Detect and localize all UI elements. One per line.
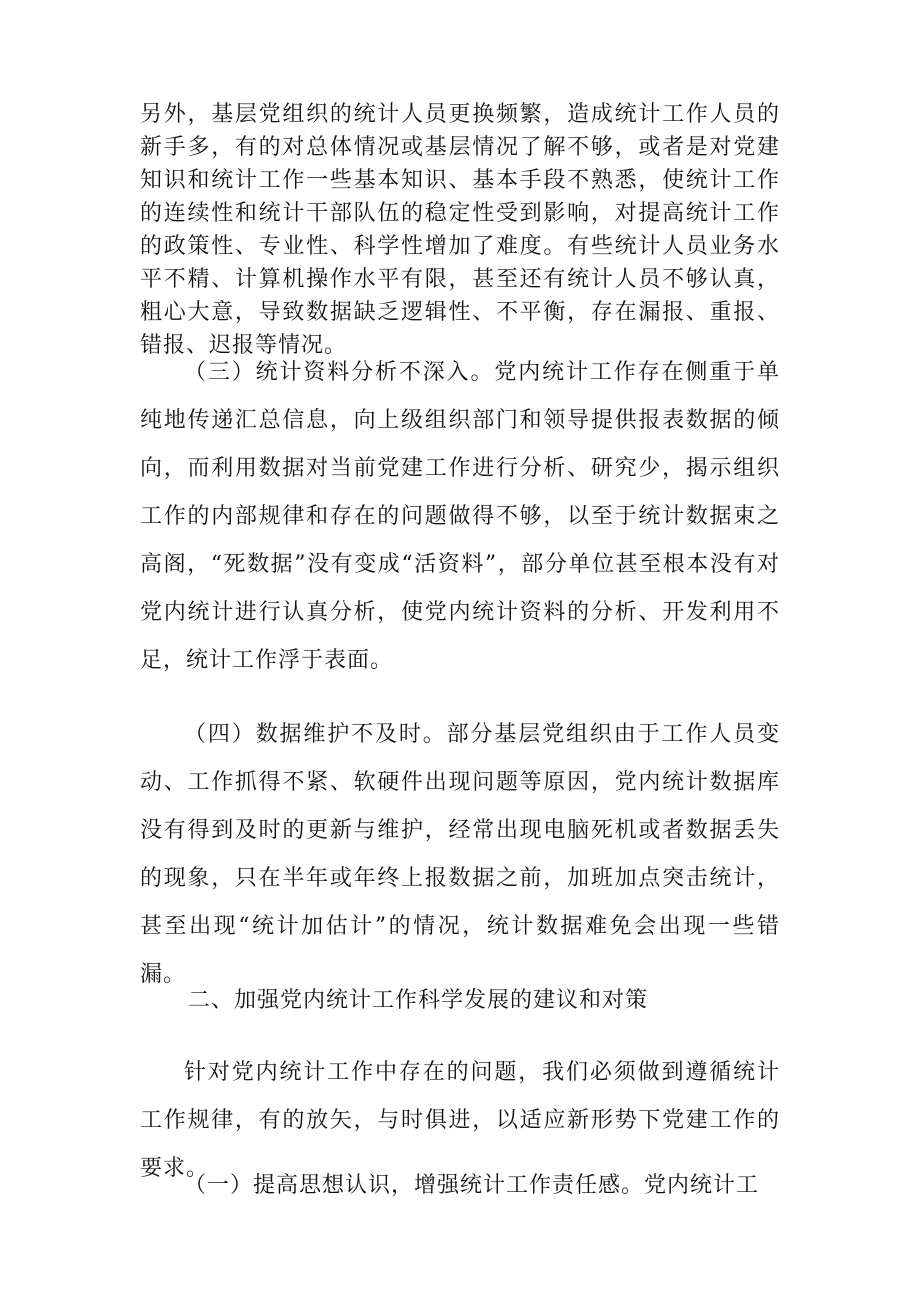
paragraph-data-maintenance: （四）数据维护不及时。部分基层党组织由于工作人员变动、工作抓得不紧、软硬件出现问题等原因，党内统计数据库没有得到及时的更新与维护，经常出现电脑死机或者数据丢失的现象，只在半年或年终上报数据之前，加班加点突击统计，甚至出现“统计加估计”的情况，统计数据难免会出现一些错漏。 xyxy=(140,722,780,987)
paragraph-raise-awareness: （一）提高思想认识，增强统计工作责任感。党内统计工 xyxy=(184,1173,760,1198)
paragraph-countermeasures-intro: 针对党内统计工作中存在的问题，我们必须做到遵循统计工作规律，有的放矢，与时俱进，以适应新形势下党建工作的要求。 xyxy=(140,1060,780,1181)
paragraph-staff-turnover: 另外，基层党组织的统计人员更换频繁，造成统计工作人员的新手多，有的对总体情况或基层情况了解不够，或者是对党建知识和统计工作一些基本知识、基本手段不熟悉，使统计工作的连续性和统计干部队伍的稳定性受到影响，对提高统计工作的政策性、专业性、科学性增加了难度。有些统计人员业务水平不精、计算机操作水平有限，甚至还有统计人员不够认真，粗心大意，导致数据缺乏逻辑性、不平衡，存在漏报、重报、错报、迟报等情况。 xyxy=(140,102,780,358)
paragraph-analysis-shallow: （三）统计资料分析不深入。党内统计工作存在侧重于单纯地传递汇总信息，向上级组织部门和领导提供报表数据的倾向，而利用数据对当前党建工作进行分析、研究少，揭示组织工作的内部规律和存在的问题做得不够，以至于统计数据束之高阁，“死数据”没有变成“活资料”，部分单位甚至根本没有对党内统计进行认真分析，使党内统计资料的分析、开发利用不足，统计工作浮于表面。 xyxy=(140,360,780,673)
section-heading: 二、加强党内统计工作科学发展的建议和对策 xyxy=(188,988,649,1013)
